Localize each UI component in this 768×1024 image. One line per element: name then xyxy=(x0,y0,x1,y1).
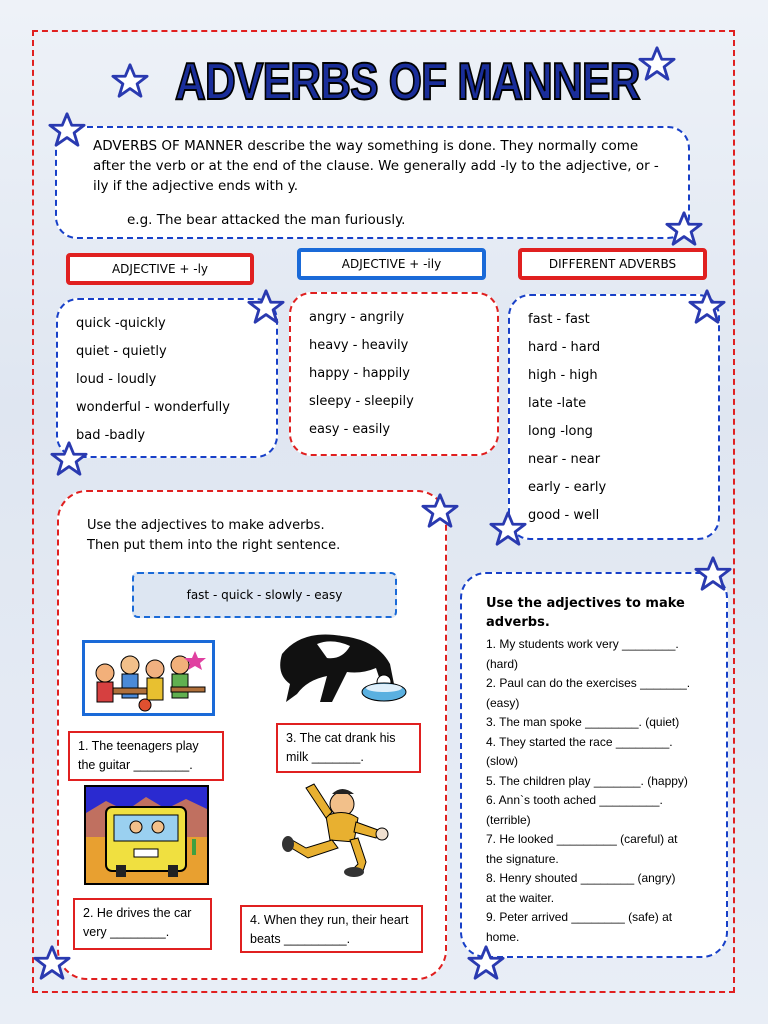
label-adjective-ly-text: ADJECTIVE + -ly xyxy=(111,262,209,276)
exercise1-instruction-line1: Use the adjectives to make adverbs. xyxy=(87,518,325,533)
list-item: bad -badly xyxy=(76,428,146,443)
list-item: (hard) xyxy=(486,656,519,671)
sentence-3 xyxy=(276,723,421,773)
star-icon xyxy=(421,492,459,530)
list-item: high - high xyxy=(528,368,598,383)
list-item: late -late xyxy=(528,396,587,411)
list-item: 5. The children play _______. (happy) xyxy=(486,773,688,788)
word-bank-text: fast - quick - slowly - easy xyxy=(186,588,343,602)
list-adjective-ly xyxy=(56,298,278,458)
list-item: 7. He looked _________ (careful) at xyxy=(486,832,678,846)
list-item: quiet - quietly xyxy=(76,344,167,359)
sentence-1 xyxy=(68,731,224,781)
list-item: sleepy - sleepily xyxy=(309,394,414,409)
list-item: 4. They started the race ________. xyxy=(486,734,673,749)
star-icon xyxy=(247,288,285,326)
bus-image xyxy=(84,785,209,885)
list-different-adverbs xyxy=(508,294,720,540)
list-item: home. xyxy=(486,929,520,944)
list-item: the signature. xyxy=(486,851,559,866)
list-item: 9. Peter arrived ________ (safe) at xyxy=(486,910,673,924)
exercise1-instruction-line2: Then put them into the right sentence. xyxy=(87,538,341,553)
list-item: 1. My students work very ________. xyxy=(486,637,679,651)
star-icon xyxy=(48,111,86,149)
label-adjective-ily xyxy=(297,248,486,280)
exercise2-box xyxy=(460,572,728,958)
list-item: fast - fast xyxy=(528,312,590,327)
list-item: loud - loudly xyxy=(76,372,157,387)
sentence-1-text: 1. The teenagers play the guitar ________. xyxy=(78,739,199,772)
word-bank xyxy=(132,572,397,618)
sentence-2-text: 2. He drives the car very ________. xyxy=(83,906,192,939)
intro-example: e.g. The bear attacked the man furiously. xyxy=(127,212,406,228)
list-item: long -long xyxy=(528,424,593,439)
list-item: 8. Henry shouted ________ (angry) xyxy=(486,871,676,885)
cat-image xyxy=(272,624,412,708)
list-item: wonderful - wonderfully xyxy=(76,400,230,415)
exercise1-instructions xyxy=(87,516,340,556)
list-item: (terrible) xyxy=(486,812,531,827)
star-icon xyxy=(688,288,726,326)
star-icon xyxy=(638,45,676,83)
list-item: early - early xyxy=(528,480,607,495)
sentence-3-text: 3. The cat drank his milk _______. xyxy=(286,731,396,764)
runner-image xyxy=(266,778,406,878)
list-item: 2. Paul can do the exercises _______. xyxy=(486,676,691,690)
list-adjective-ily xyxy=(289,292,499,456)
sentence-4-text: 4. When they run, their heart beats _________. xyxy=(250,913,409,946)
star-icon xyxy=(489,510,527,548)
intro-box xyxy=(55,126,690,239)
list-item: (slow) xyxy=(486,754,518,768)
star-icon xyxy=(467,944,505,982)
list-item: good - well xyxy=(528,508,600,523)
list-item: near - near xyxy=(528,452,601,467)
list-item: easy - easily xyxy=(309,422,391,437)
label-adjective-ily-text: ADJECTIVE + -ily xyxy=(341,257,442,271)
list-item: heavy - heavily xyxy=(309,338,409,353)
sentence-2 xyxy=(73,898,212,950)
exercise2-instruction: Use the adjectives to make adverbs. xyxy=(486,596,685,630)
star-icon xyxy=(665,210,703,248)
list-item: happy - happily xyxy=(309,366,410,381)
list-item: quick -quickly xyxy=(76,316,166,331)
intro-text: ADVERBS OF MANNER describe the way something is done. They normally come after the verb or at the end of the clause. We generally add -ly to the adjective, or -ily if the adjective ends with y. xyxy=(93,138,659,194)
list-item: hard - hard xyxy=(528,340,601,355)
star-icon xyxy=(33,944,71,982)
page-title: ADVERBS OF MANNER xyxy=(175,53,640,111)
list-item: angry - angrily xyxy=(309,310,405,325)
star-icon xyxy=(694,555,732,593)
label-different-adverbs-text: DIFFERENT ADVERBS xyxy=(548,257,677,271)
sentence-4 xyxy=(240,905,423,953)
label-different-adverbs xyxy=(518,248,707,280)
list-item: 3. The man spoke ________. (quiet) xyxy=(486,715,680,729)
list-item: at the waiter. xyxy=(486,890,555,905)
star-icon xyxy=(50,440,88,478)
label-adjective-ly xyxy=(66,253,254,285)
star-icon xyxy=(111,62,149,100)
band-image xyxy=(82,640,215,716)
list-item: (easy) xyxy=(486,695,520,710)
list-item: 6. Ann`s tooth ached _________. xyxy=(486,793,663,807)
